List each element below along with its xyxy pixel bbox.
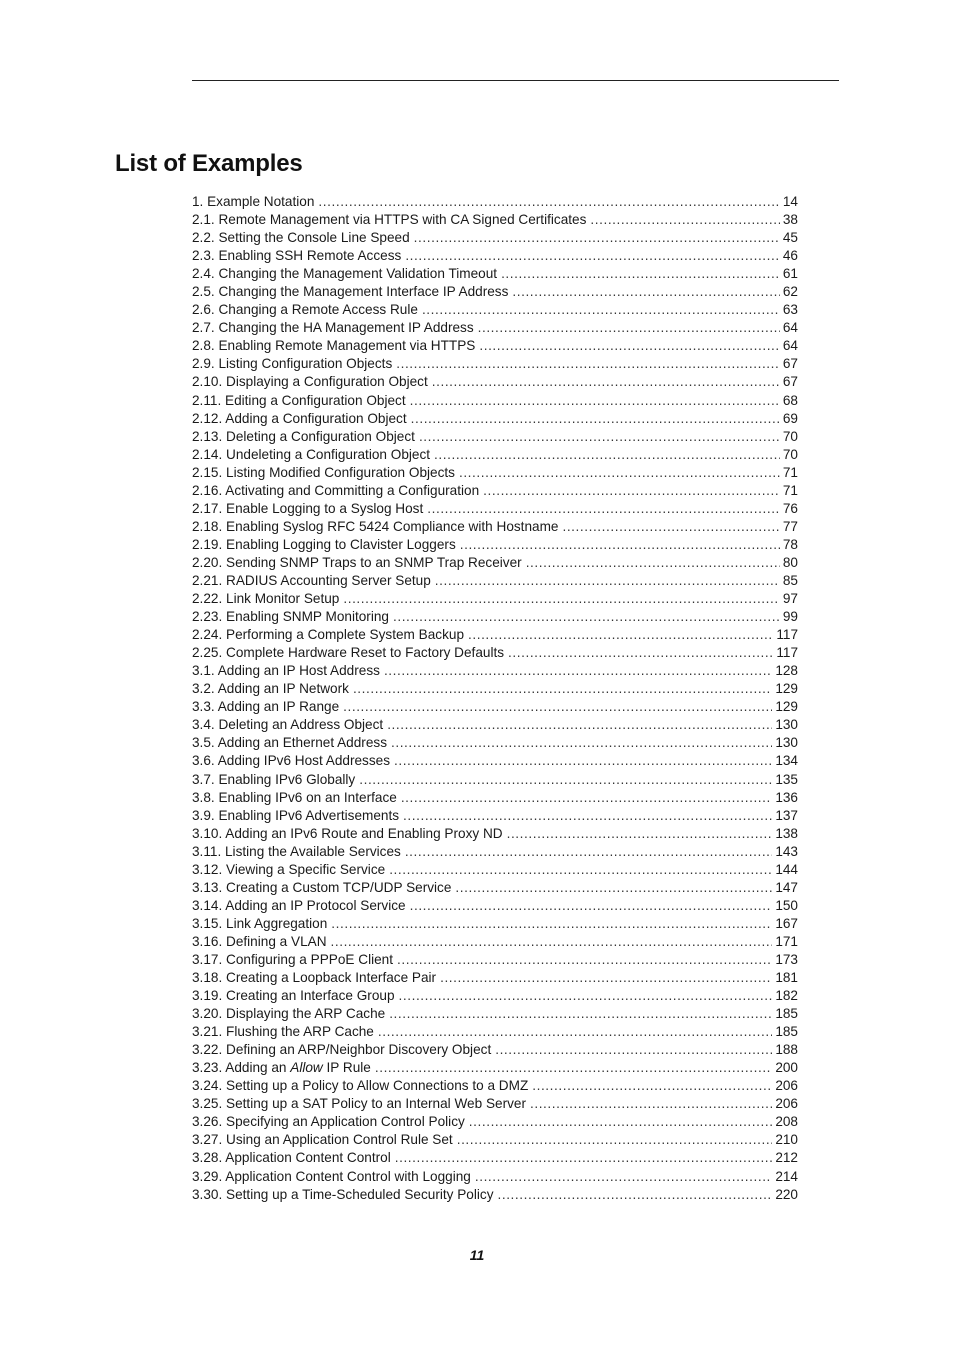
toc-entry-label: 2.10. Displaying a Configuration Object [192, 374, 428, 390]
toc-entry-page: 208 [775, 1114, 798, 1130]
toc-entry-page: 171 [775, 933, 798, 949]
toc-dot-leader [435, 572, 780, 590]
toc-entry[interactable] [192, 716, 798, 734]
toc-entry-label: 2.15. Listing Modified Configuration Objects [192, 464, 455, 480]
toc-entry[interactable] [192, 1149, 798, 1167]
toc-entry-label: 3.11. Listing the Available Services [192, 843, 401, 859]
toc-entry-label: 2.23. Enabling SNMP Monitoring [192, 609, 389, 625]
toc-entry[interactable] [192, 1131, 798, 1149]
toc-entry[interactable] [192, 1113, 798, 1131]
toc-entry[interactable] [192, 969, 798, 987]
toc-entry[interactable] [192, 1186, 798, 1204]
toc-entry[interactable] [192, 1041, 798, 1059]
toc-entry[interactable] [192, 807, 798, 825]
toc-entry-label: 2.17. Enable Logging to a Syslog Host [192, 500, 424, 516]
toc-dot-leader [343, 698, 772, 716]
toc-entry-page: 97 [782, 591, 798, 607]
toc-entry-page: 67 [782, 374, 798, 390]
toc-entry-label: 2.21. RADIUS Accounting Server Setup [192, 572, 431, 588]
page-number: 11 [469, 1247, 485, 1263]
toc-entry-label: 2.25. Complete Hardware Reset to Factory Defaults [192, 645, 505, 661]
toc-entry[interactable] [192, 265, 798, 283]
toc-dot-leader [432, 373, 780, 391]
toc-entry[interactable] [192, 771, 798, 789]
toc-entry-label-part: 3.23. Adding an [192, 1060, 291, 1076]
toc-entry-label: 2.13. Deleting a Configuration Object [192, 428, 415, 444]
toc-entry[interactable] [192, 247, 798, 265]
toc-dot-leader [459, 464, 780, 482]
toc-dot-leader [387, 716, 772, 734]
toc-entry-page: 63 [782, 302, 798, 318]
toc-entry-page: 182 [775, 988, 798, 1004]
toc-entry-label: 3.7. Enabling IPv6 Globally [192, 771, 356, 787]
toc-entry-page: 150 [775, 897, 798, 913]
toc-entry[interactable] [192, 410, 798, 428]
toc-entry-label: 3.22. Defining an ARP/Neighbor Discovery Object [192, 1042, 492, 1058]
toc-entry[interactable] [192, 879, 798, 897]
toc-entry-page: 185 [775, 1024, 798, 1040]
toc-entry-label: 2.18. Enabling Syslog RFC 5424 Compliance with Hostname [192, 518, 559, 534]
toc-entry-page: 173 [775, 951, 798, 967]
toc-entry-page: 210 [775, 1132, 798, 1148]
toc-dot-leader [395, 1149, 773, 1167]
toc-entry-page: 61 [782, 266, 798, 282]
toc-entry-label: 3.16. Defining a VLAN [192, 933, 327, 949]
toc-dot-leader [427, 500, 780, 518]
toc-entry-page: 14 [782, 194, 798, 209]
toc-entry[interactable] [192, 698, 798, 716]
page-title: List of Examples [115, 150, 303, 177]
toc-entry[interactable] [192, 1005, 798, 1023]
toc-dot-leader [343, 590, 780, 608]
toc-entry-label: 3.15. Link Aggregation [192, 915, 328, 931]
toc-entry-page: 76 [782, 500, 798, 516]
toc-entry-page: 38 [782, 212, 798, 228]
toc-entry[interactable] [192, 446, 798, 464]
toc-entry-label: 3.14. Adding an IP Protocol Service [192, 897, 406, 913]
toc-entry-label: 3.8. Enabling IPv6 on an Interface [192, 789, 397, 805]
toc-entry[interactable] [192, 1059, 798, 1077]
toc-entry-page: 67 [782, 356, 798, 372]
toc-entry[interactable] [192, 536, 798, 554]
toc-dot-leader [532, 1077, 772, 1095]
toc-entry-label: 2.2. Setting the Console Line Speed [192, 230, 410, 246]
toc-entry[interactable] [192, 373, 798, 391]
toc-entry-label: 2.22. Link Monitor Setup [192, 591, 340, 607]
toc-entry-label: 3.9. Enabling IPv6 Advertisements [192, 807, 400, 823]
toc-entry-page: 212 [775, 1150, 798, 1166]
toc-entry-label: 3.5. Adding an Ethernet Address [192, 735, 387, 751]
toc-dot-leader [375, 1059, 772, 1077]
toc-dot-leader [468, 626, 773, 644]
toc-dot-leader [405, 247, 780, 265]
toc-entry-page: 188 [775, 1042, 798, 1058]
toc-entry-page: 45 [782, 230, 798, 246]
toc-dot-leader [353, 680, 772, 698]
toc-entry-page: 214 [775, 1168, 798, 1184]
toc-entry-label: 2.5. Changing the Management Interface IP Address [192, 284, 509, 300]
toc-entry[interactable] [192, 608, 798, 626]
toc-entry-page: 129 [775, 699, 798, 715]
toc-dot-leader [403, 807, 772, 825]
toc-entry[interactable] [192, 428, 798, 446]
toc-entry-page: 138 [775, 825, 798, 841]
toc-entry[interactable] [192, 843, 798, 861]
toc-entry-label: 1. Example Notation [192, 194, 315, 209]
toc-entry-label: 2.11. Editing a Configuration Object [192, 392, 406, 408]
toc-entry[interactable] [192, 283, 798, 301]
toc-entry-page: 167 [775, 915, 798, 931]
toc-entry-label: 3.24. Setting up a Policy to Allow Connections to a DMZ [192, 1078, 529, 1094]
toc-dot-leader [394, 752, 772, 770]
toc-entry[interactable] [192, 211, 798, 229]
toc-entry[interactable] [192, 464, 798, 482]
toc-dot-leader [384, 662, 772, 680]
toc-entry-page: 99 [782, 609, 798, 625]
toc-entry-page: 69 [782, 410, 798, 426]
toc-dot-leader [495, 1041, 772, 1059]
toc-entry[interactable] [192, 861, 798, 879]
toc-entry-page: 135 [775, 771, 798, 787]
toc-entry-page: 128 [775, 663, 798, 679]
toc-dot-leader [483, 482, 780, 500]
toc-entry[interactable] [192, 500, 798, 518]
toc-dot-leader [359, 771, 772, 789]
toc-dot-leader [508, 644, 773, 662]
toc-entry[interactable] [192, 554, 798, 572]
toc-dot-leader [389, 861, 772, 879]
toc-entry-label: 2.4. Changing the Management Validation Timeout [192, 266, 498, 282]
toc-entry-label: 3.26. Specifying an Application Control Policy [192, 1114, 465, 1130]
toc-entry-label: 3.4. Deleting an Address Object [192, 717, 384, 733]
toc-entry-label: 3.21. Flushing the ARP Cache [192, 1024, 374, 1040]
toc-entry-label: 3.18. Creating a Loopback Interface Pair [192, 970, 437, 986]
toc-entry[interactable] [192, 734, 798, 752]
toc-entry-page: 134 [775, 753, 798, 769]
toc-dot-leader [401, 789, 773, 807]
toc-entry-label: 2.9. Listing Configuration Objects [192, 356, 393, 372]
toc-dot-leader [378, 1023, 772, 1041]
toc-dot-leader [411, 410, 780, 428]
toc-entry-label: 3.6. Adding IPv6 Host Addresses [192, 753, 390, 769]
toc-dot-leader [331, 915, 772, 933]
toc-entry[interactable] [192, 193, 798, 211]
toc-entry-page: 181 [775, 970, 798, 986]
toc-entry-label: 3.17. Configuring a PPPoE Client [192, 951, 394, 967]
toc-dot-leader [530, 1095, 772, 1113]
toc-dot-leader [396, 355, 780, 373]
toc-entry[interactable] [192, 933, 798, 951]
toc-entry[interactable] [192, 680, 798, 698]
toc-entry[interactable] [192, 644, 798, 662]
toc-entry-page: 62 [782, 284, 798, 300]
toc-entry-label [192, 1059, 371, 1077]
toc-dot-leader [478, 319, 780, 337]
toc-entry-page: 144 [775, 861, 798, 877]
toc-dot-leader [590, 211, 779, 229]
toc-dot-leader [397, 951, 772, 969]
toc-entry-label: 2.24. Performing a Complete System Backup [192, 627, 465, 643]
toc-entry-page: 220 [775, 1186, 798, 1202]
toc-entry-page: 46 [782, 248, 798, 264]
toc-entry[interactable] [192, 572, 798, 590]
toc-entry[interactable] [192, 229, 798, 247]
toc-dot-leader [562, 518, 779, 536]
toc-entry-page: 80 [782, 554, 798, 570]
toc-dot-leader [501, 265, 780, 283]
toc-entry[interactable] [192, 337, 798, 355]
toc-entry-label-emphasis: Allow [290, 1060, 323, 1076]
toc-entry[interactable] [192, 662, 798, 680]
toc-entry-label: 2.1. Remote Management via HTTPS with CA Signed Certificates [192, 212, 587, 228]
toc-dot-leader [405, 843, 772, 861]
toc-dot-leader [391, 734, 772, 752]
toc-dot-leader [479, 337, 780, 355]
toc-entry-label: 3.20. Displaying the ARP Cache [192, 1006, 386, 1022]
toc-dot-leader [389, 1005, 772, 1023]
toc-entry[interactable] [192, 482, 798, 500]
toc-entry-page: 185 [775, 1006, 798, 1022]
toc-entry-label: 2.8. Enabling Remote Management via HTTPS [192, 338, 476, 354]
toc-dot-leader [440, 969, 772, 987]
toc-entry-page: 136 [775, 789, 798, 805]
toc-entry-label: 3.3. Adding an IP Range [192, 699, 340, 715]
toc-entry-page: 130 [775, 717, 798, 733]
toc-entry-page: 206 [775, 1078, 798, 1094]
toc-entry[interactable] [192, 301, 798, 319]
toc-dot-leader [498, 1186, 773, 1204]
toc-dot-leader [414, 229, 780, 247]
toc-entry-label: 3.2. Adding an IP Network [192, 681, 349, 697]
toc-dot-leader [410, 897, 773, 915]
toc-entry-label: 2.6. Changing a Remote Access Rule [192, 302, 418, 318]
toc-entry-page: 117 [776, 627, 798, 643]
toc-entry-label-part: IP Rule [322, 1060, 371, 1076]
toc-dot-leader [475, 1168, 772, 1186]
toc-entry-label: 3.30. Setting up a Time-Scheduled Security Policy [192, 1186, 494, 1202]
toc-entry-page: 206 [775, 1096, 798, 1112]
toc-dot-leader [526, 554, 780, 572]
toc-entry-page: 71 [782, 464, 798, 480]
toc-entry-label: 2.20. Sending SNMP Traps to an SNMP Trap Receiver [192, 554, 522, 570]
toc-entry-page: 70 [782, 446, 798, 462]
toc-entry-label: 3.28. Application Content Control [192, 1150, 391, 1166]
toc-dot-leader [457, 1131, 773, 1149]
toc-entry-label: 2.3. Enabling SSH Remote Access [192, 248, 402, 264]
toc-entry-page: 137 [775, 807, 798, 823]
toc-entry-label: 2.12. Adding a Configuration Object [192, 410, 407, 426]
toc-entry-page: 200 [775, 1060, 798, 1076]
toc-entry-page: 130 [775, 735, 798, 751]
toc-entry[interactable] [192, 590, 798, 608]
toc-entry-label: 3.12. Viewing a Specific Service [192, 861, 386, 877]
toc-entry[interactable] [192, 951, 798, 969]
examples-list [192, 193, 798, 1204]
toc-entry[interactable] [192, 987, 798, 1005]
toc-entry-page: 70 [782, 428, 798, 444]
toc-entry[interactable] [192, 789, 798, 807]
toc-entry[interactable] [192, 897, 798, 915]
toc-entry[interactable] [192, 1168, 798, 1186]
toc-entry-page: 147 [775, 879, 798, 895]
toc-dot-leader [399, 987, 773, 1005]
toc-entry[interactable] [192, 319, 798, 337]
toc-dot-leader [318, 193, 779, 211]
toc-entry[interactable] [192, 1095, 798, 1113]
toc-entry-label: 3.29. Application Content Control with Logging [192, 1168, 471, 1184]
toc-dot-leader [460, 536, 780, 554]
toc-entry-page: 68 [782, 392, 798, 408]
toc-entry-label: 2.7. Changing the HA Management IP Address [192, 320, 474, 336]
toc-entry-label: 2.19. Enabling Logging to Clavister Loggers [192, 536, 456, 552]
toc-dot-leader [393, 608, 780, 626]
toc-dot-leader [331, 933, 773, 951]
toc-entry-page: 71 [782, 482, 798, 498]
toc-dot-leader [419, 428, 780, 446]
toc-entry-page: 78 [782, 536, 798, 552]
toc-entry-label: 3.25. Setting up a SAT Policy to an Internal Web Server [192, 1096, 526, 1112]
toc-entry[interactable] [192, 752, 798, 770]
toc-dot-leader [455, 879, 772, 897]
toc-dot-leader [469, 1113, 773, 1131]
toc-entry-page: 64 [782, 338, 798, 354]
toc-entry-label: 3.10. Adding an IPv6 Route and Enabling Proxy ND [192, 825, 503, 841]
toc-entry[interactable] [192, 1077, 798, 1095]
toc-entry-label: 3.19. Creating an Interface Group [192, 988, 395, 1004]
toc-entry-label: 2.14. Undeleting a Configuration Object [192, 446, 431, 462]
toc-entry[interactable] [192, 518, 798, 536]
toc-dot-leader [512, 283, 779, 301]
toc-entry-page: 85 [782, 572, 798, 588]
header-rule [192, 80, 839, 81]
toc-entry-label: 3.13. Creating a Custom TCP/UDP Service [192, 879, 452, 895]
toc-entry-label: 3.1. Adding an IP Host Address [192, 663, 380, 679]
toc-entry-label: 2.16. Activating and Committing a Configuration [192, 482, 480, 498]
toc-entry-page: 129 [775, 681, 798, 697]
toc-dot-leader [507, 825, 773, 843]
toc-entry-label: 3.27. Using an Application Control Rule Set [192, 1132, 453, 1148]
toc-entry-page: 117 [776, 645, 798, 661]
toc-entry[interactable] [192, 626, 798, 644]
toc-entry[interactable] [192, 825, 798, 843]
toc-entry[interactable] [192, 392, 798, 410]
toc-dot-leader [410, 392, 780, 410]
toc-dot-leader [422, 301, 780, 319]
toc-entry-page: 143 [775, 843, 798, 859]
toc-entry-page: 64 [782, 320, 798, 336]
toc-entry-page: 77 [782, 518, 798, 534]
toc-entry[interactable] [192, 1023, 798, 1041]
toc-entry[interactable] [192, 355, 798, 373]
toc-dot-leader [434, 446, 780, 464]
toc-entry[interactable] [192, 915, 798, 933]
